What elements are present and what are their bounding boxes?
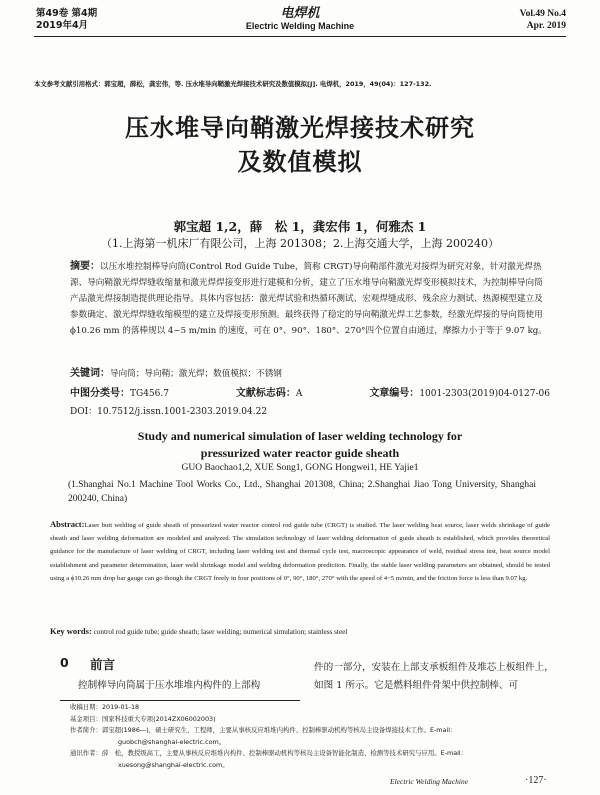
footnote-bio-1-email: guobch@shanghai-electric.com。 <box>118 737 226 746</box>
title-en <box>0 428 600 462</box>
header-right <box>520 8 566 32</box>
abstract-cn-label: 摘要： <box>70 261 100 272</box>
meta-row <box>70 384 550 399</box>
footnote-bio-2-email: xuesong@shanghai-electric.com。 <box>118 760 229 769</box>
keywords-en-label: Key words: <box>50 626 92 636</box>
title-cn-line-1: 压水堆导向鞘激光焊接技术研究 <box>125 114 475 142</box>
abstract-cn-text: 以压水堆控制棒导向筒(Control Rod Guide Tube，简称 CRGT)导向鞘部件激光对接焊为研究对象，针对激光焊热源、导向鞘激光焊焊缝收缩量和激光焊焊接变形进行建模和分析，建立了压水堆导向鞘激光焊变形模拟技术，为控制棒导向筒产品激光焊接制造提供理论指导。具体内容包括：激光焊试验和热循环测试、宏观焊缝成形、残余应力测试、热源模型建立及参数确定、激光焊焊缝收缩模型的建立及焊接变形预测。最终获得了稳定的导向鞘激光焊工艺参数，经激光焊接的导向筒使用 ϕ10.26 mm 的落棒规以 4~5 m/min 的速度，可在 0°、90°、180°、270°四个位置自由通过，摩擦力小于等于 9.07 kg。 <box>70 262 547 336</box>
title-en-line-1: Study and numerical simulation of laser welding technology for <box>137 429 463 443</box>
date-en: Apr. 2019 <box>526 21 566 31</box>
keywords-cn-text: 导向筒；导向鞘；激光焊；数值模拟；不锈钢 <box>110 369 282 379</box>
doc-code-label: 文献标志码： <box>235 388 296 399</box>
section-left-text: 控制棒导向筒属于压水堆堆内构件的上部构 <box>78 680 261 691</box>
footnotes <box>70 702 560 771</box>
keywords-cn-label: 关键词： <box>70 368 110 379</box>
volume-cn: 第49卷 第4期 <box>36 8 98 19</box>
section-right-text: 件的一部分，安装在上部支承板组件及堆芯上板组件上，如图 1 所示。它是燃料组件骨架中供控制棒、可 <box>314 662 554 691</box>
page-number: ·127· <box>525 775 547 786</box>
class-number-value: TG456.7 <box>130 389 169 399</box>
header-left <box>36 8 97 32</box>
citation: 本文参考文献引用格式：郭宝超，薛松，龚宏伟，等. 压水堆导向鞘激光焊接技术研究及数值模拟[J]. 电焊机，2019，49(04)：127-132. <box>34 80 432 88</box>
title-en-line-2: pressurized water reactor guide sheath <box>200 446 400 460</box>
volume-en: Vol.49 No.4 <box>519 9 566 19</box>
authors-en: GUO Baochao1,2, XUE Song1, GONG Hongwei1, HE Yajie1 <box>181 463 419 473</box>
section-number: 0 <box>60 655 69 670</box>
footer-journal: Electric Welding Machine <box>390 777 469 786</box>
doi: DOI：10.7512/j.issn.1001-2303.2019.04.22 <box>70 407 268 417</box>
journal-name-en: Electric Welding Machine <box>245 21 355 31</box>
footnote-rule <box>60 700 300 701</box>
authors-cn: 郭宝超 1,2，薛 松 1，龚宏伟 1，何雅杰 1 <box>173 219 427 234</box>
footnote-fund: 基金项目：国家科技重大专项(2014ZX06002003) <box>70 714 216 723</box>
abstract-cn <box>70 259 550 339</box>
section-title: 前言 <box>90 657 116 672</box>
keywords-cn <box>70 364 282 379</box>
class-number <box>70 384 169 399</box>
footnote-bio-2: 通讯作者：薛 松，教授级高工，主要从事核反应堆堆内构件、控制棒驱动机构等核岛主设备智能化制造、检测等技术研究与应用。E-mail： <box>70 749 468 757</box>
header-center <box>200 6 400 32</box>
class-number-label: 中图分类号： <box>70 388 130 399</box>
footnote-bio-1: 作者简介：郭宝超(1986—)，硕士研究生，工程师，主要从事核反应堆堆内构件、控制棒驱动机构等核岛主设备焊接技术工作。E-mail： <box>70 726 457 734</box>
abstract-en-text: Laser butt welding of guide sheath of pressurized water reactor control rod guide tube (CRGT) is studied. The laser welding heat source, laser welds shrinkage of guide sheath and laser welding deformation are modeled and analyzed. The simulation technology of laser welding deformation of guide sheath is established, which provides theoretical guidance for the manufacture of laser welding of CRGT, including laser welding test and thermal cycle test, macroscopic appearance of weld, residual stress test, heat source model establishment and parameter determination, laser weld shrinkage model and welding deformation prediction. Finally, the stable laser welding parameters are obtained, should be tested using a ϕ10.26 mm drop bar gauge can go though the CRGT freely in four positions of 0°, 90°, 180°, 270° with the speed of 4~5 m/min, and the friction force is less than 9.07 kg. <box>50 522 550 582</box>
keywords-en-text: control rod guide tube; guide sheath; laser welding; numerical simulation; stainless steel <box>93 628 348 636</box>
title-cn-line-2: 及数值模拟 <box>237 148 363 176</box>
date-cn: 2019年4月 <box>36 20 89 31</box>
doc-code-value: A <box>295 389 303 399</box>
affiliation-cn: （1.上海第一机床厂有限公司，上海 201308；2.上海交通大学，上海 200240） <box>101 237 499 250</box>
article-id-label: 文章编号： <box>369 388 420 399</box>
abstract-en-label: Abstract: <box>50 519 85 529</box>
header-rule <box>34 36 566 37</box>
keywords-en <box>50 626 347 636</box>
doc-code <box>236 384 303 399</box>
footnote-received: 收稿日期：2019-01-18 <box>70 703 140 711</box>
abstract-en <box>50 518 550 585</box>
affiliation-en: (1.Shanghai No.1 Machine Tool Works Co., Ltd., Shanghai 201308, China; 2.Shanghai Jiao Tong University, Shanghai 200240, China) <box>68 480 536 504</box>
article-id <box>369 384 550 399</box>
journal-logo: 电焊机 <box>280 6 320 21</box>
article-id-value: 1001-2303(2019)04-0127-06 <box>419 389 550 399</box>
